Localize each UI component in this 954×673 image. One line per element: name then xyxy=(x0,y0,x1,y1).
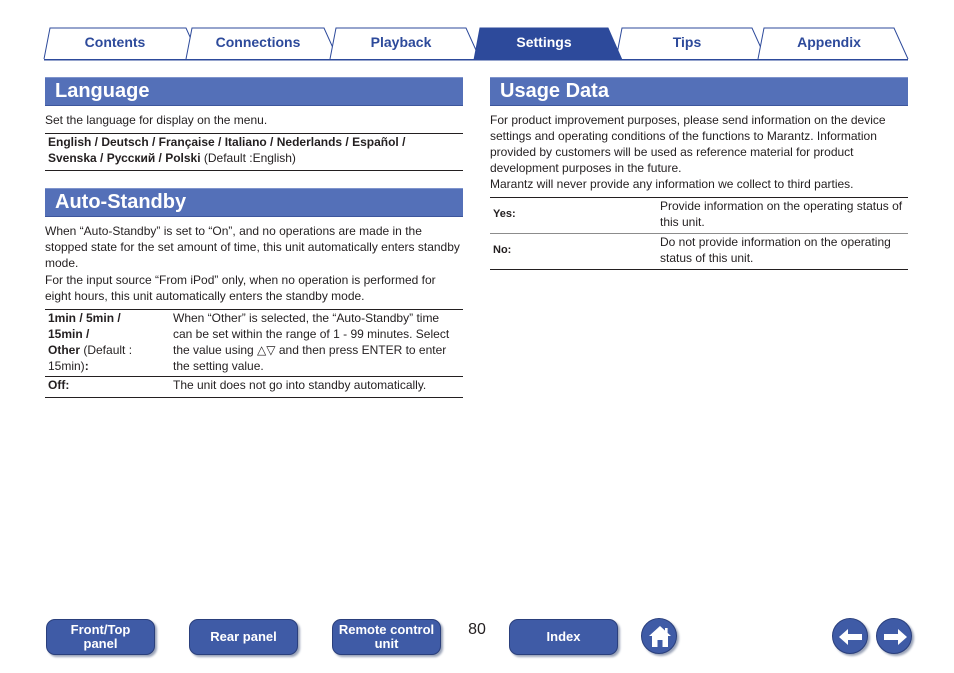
auto-standby-row2-desc: The unit does not go into standby automatically. xyxy=(173,378,427,392)
auto-standby-row1-label-line1: 1min / 5min / xyxy=(48,311,121,325)
home-icon xyxy=(642,619,678,655)
index-label: Index xyxy=(546,629,581,644)
front-top-panel-button[interactable] xyxy=(46,619,155,655)
language-options xyxy=(48,134,462,166)
usage-table-bottom-rule xyxy=(490,269,908,270)
remote-control-unit-label-line1: Remote control xyxy=(338,622,435,637)
usage-data-paragraph-1: For product improvement purposes, please send information on the device settings and operating conditions of the functions to Marantz. Information provided by customers will be used as reference material for product development purposes in the future. xyxy=(490,113,886,175)
auto-standby-row1-label-other: Other xyxy=(48,343,81,357)
auto-standby-row2-label: Off: xyxy=(48,378,70,392)
auto-standby-paragraph-1: When “Auto-Standby” is set to “On”, and no operations are made in the stopped state for the set amount of time, this unit automatically enters standby mode. xyxy=(45,224,460,270)
language-options-line1: English / Deutsch / Française / Italiano / Nederlands / Español / xyxy=(48,135,406,149)
language-default: (Default :English) xyxy=(200,151,296,165)
language-intro: Set the language for display on the menu. xyxy=(45,113,268,127)
language-heading: Language xyxy=(45,77,463,106)
auto-standby-heading: Auto-Standby xyxy=(45,188,463,217)
front-top-panel-label-line2: panel xyxy=(83,636,118,651)
front-top-panel-label-line1: Front/Top xyxy=(70,622,131,637)
auto-standby-row1-label-default: (Default : xyxy=(80,343,133,357)
rear-panel-button[interactable] xyxy=(189,619,298,655)
auto-standby-row1-label-line2: 15min / xyxy=(48,327,90,341)
home-button[interactable] xyxy=(641,618,677,654)
page-number: 80 xyxy=(468,621,486,638)
tab-playback[interactable]: Playback xyxy=(370,34,432,50)
tab-bar xyxy=(0,0,954,62)
forward-button[interactable] xyxy=(876,618,912,654)
tab-contents[interactable]: Contents xyxy=(84,34,146,50)
tab-connections[interactable]: Connections xyxy=(215,34,301,50)
auto-standby-row1-label xyxy=(48,310,168,374)
usage-data-paragraph-2: Marantz will never provide any information we collect to third parties. xyxy=(490,177,854,191)
tab-tips[interactable]: Tips xyxy=(672,34,702,50)
language-options-line2: Svenska / Русский / Polski xyxy=(48,151,201,165)
rear-panel-label: Rear panel xyxy=(210,629,277,644)
tab-appendix[interactable]: Appendix xyxy=(797,34,861,50)
tab-bar-shapes xyxy=(0,0,954,62)
auto-standby-table-bottom-rule xyxy=(45,397,463,398)
remote-control-unit-label-line2: unit xyxy=(374,636,399,651)
usage-row1-label: Yes: xyxy=(493,208,516,220)
language-table-bottom-rule xyxy=(45,170,463,171)
remote-control-unit-label xyxy=(339,623,434,651)
auto-standby-row1-desc: When “Other” is selected, the “Auto-Standby” time can be set within the range of 1 - 99 minutes. Select the value using △▽ and then press ENTER to enter the setting value. xyxy=(173,311,450,373)
tab-settings[interactable]: Settings xyxy=(516,34,572,50)
front-top-panel-label xyxy=(71,623,131,651)
arrow-left-icon xyxy=(833,619,869,655)
usage-data-heading: Usage Data xyxy=(490,77,908,106)
auto-standby-row1-label-colon: : xyxy=(84,359,89,373)
usage-row2-label: No: xyxy=(493,244,512,256)
index-button[interactable] xyxy=(509,619,618,655)
usage-row1-desc: Provide information on the operating status of this unit. xyxy=(660,199,903,229)
auto-standby-row1-label-default-value: 15min) xyxy=(48,359,85,373)
remote-control-unit-button[interactable] xyxy=(332,619,441,655)
usage-row2-desc: Do not provide information on the operating status of this unit. xyxy=(660,235,891,265)
arrow-right-icon xyxy=(877,619,913,655)
back-button[interactable] xyxy=(832,618,868,654)
auto-standby-paragraph-2: For the input source “From iPod” only, when no operation is performed for eight hours, this unit automatically enters the standby mode. xyxy=(45,273,436,303)
